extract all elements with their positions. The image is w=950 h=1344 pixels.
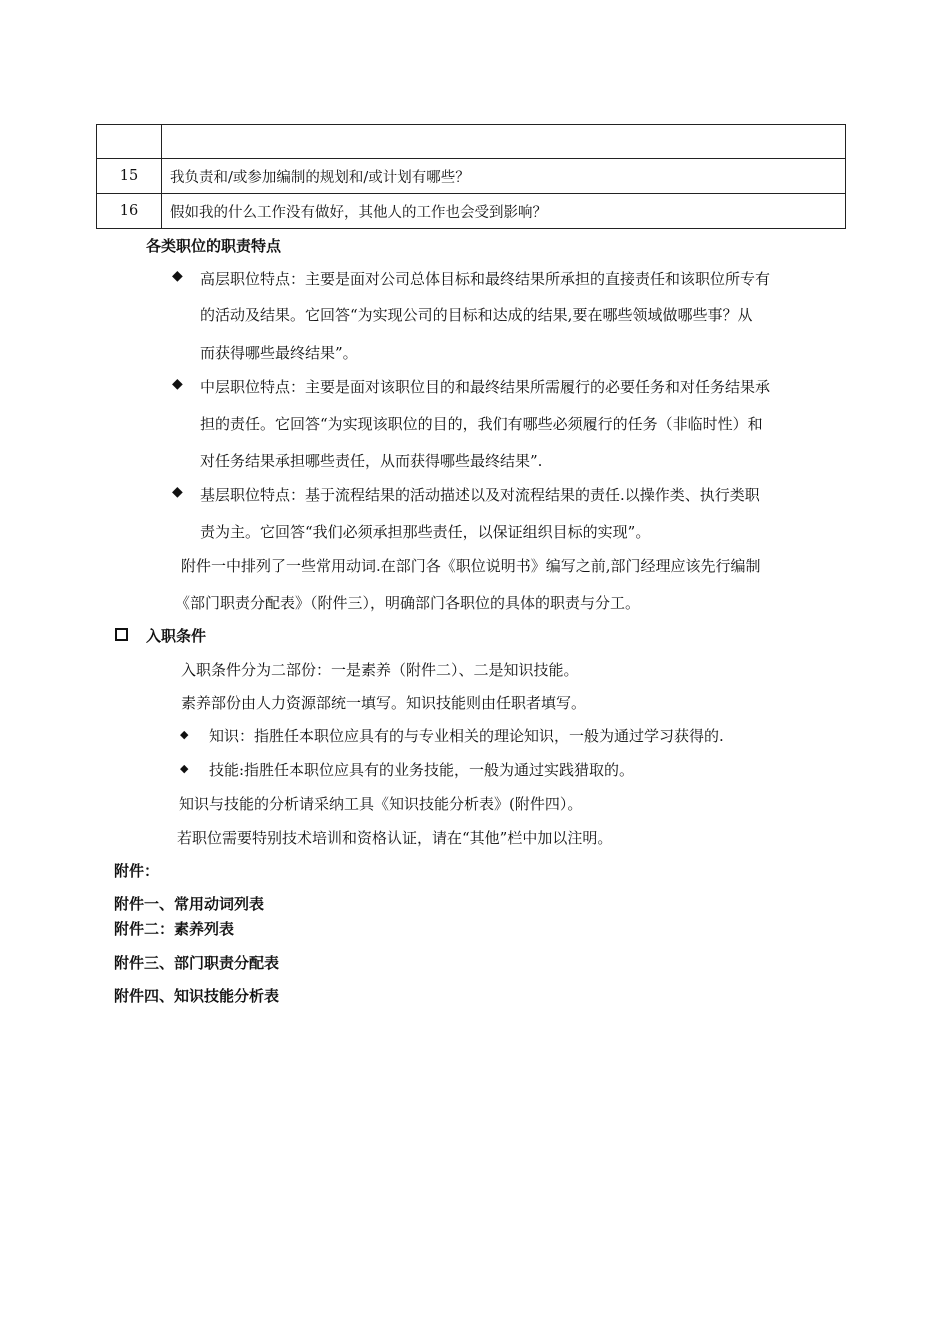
note-line: 附件一中排列了一些常用动词.在部门各《职位说明书》编写之前,部门经理应该先行编制: [181, 557, 761, 575]
row-question: 我负责和/或参加编制的规划和/或计划有哪些？: [162, 159, 846, 194]
diamond-bullet-icon: ◆: [172, 484, 183, 500]
appendix-item: 附件二：素养列表: [114, 920, 235, 938]
row-question: [162, 125, 846, 159]
duty-line: 而获得哪些最终结果”。: [200, 344, 358, 362]
table-row: [97, 159, 846, 194]
diamond-bullet-icon: ◆: [172, 268, 183, 284]
duty-line: 中层职位特点：主要是面对该职位目的和最终结果所需履行的必要任务和对任务结果承: [200, 378, 771, 396]
entry-line: 知识与技能的分析请采纳工具《知识技能分析表》(附件四）。: [179, 795, 583, 813]
row-question: 假如我的什么工作没有做好，其他人的工作也会受到影响？: [162, 194, 846, 229]
checkbox-square-icon: [115, 628, 128, 641]
row-number: [97, 125, 162, 159]
note-line: 《部门职责分配表》（附件三），明确部门各职位的具体的职责与分工。: [175, 594, 641, 612]
table-row: [97, 125, 846, 159]
row-number: 16: [97, 194, 162, 229]
row-number: 15: [97, 159, 162, 194]
duty-line: 对任务结果承担哪些责任，从而获得哪些最终结果”.: [200, 452, 543, 470]
duty-line: 基层职位特点：基于流程结果的活动描述以及对流程结果的责任.以操作类、执行类职: [200, 486, 760, 504]
diamond-bullet-icon: ◆: [180, 728, 189, 741]
entry-bullet: 知识：指胜任本职位应具有的与专业相关的理论知识，一般为通过学习获得的.: [209, 727, 724, 745]
section-heading-duties: 各类职位的职责特点: [146, 237, 282, 255]
entry-line: 素养部份由人力资源部统一填写。知识技能则由任职者填写。: [181, 694, 587, 712]
duty-line: 责为主。它回答“我们必须承担那些责任，以保证组织目标的实现”。: [200, 523, 651, 541]
entry-line: 若职位需要特别技术培训和资格认证，请在“其他”栏中加以注明。: [177, 829, 613, 847]
appendix-heading: 附件：: [114, 862, 160, 880]
diamond-bullet-icon: ◆: [180, 762, 189, 775]
appendix-item: 附件一、常用动词列表: [114, 895, 265, 913]
appendix-item: 附件三、部门职责分配表: [114, 954, 280, 972]
questions-table: [96, 124, 846, 229]
diamond-bullet-icon: ◆: [172, 376, 183, 392]
duty-line: 高层职位特点：主要是面对公司总体目标和最终结果所承担的直接责任和该职位所专有: [200, 270, 771, 288]
appendix-item: 附件四、知识技能分析表: [114, 987, 280, 1005]
entry-line: 入职条件分为二部份：一是素养（附件二）、二是知识技能。: [181, 661, 579, 679]
duty-line: 担的责任。它回答“为实现该职位的目的，我们有哪些必须履行的任务（非临时性）和: [200, 415, 763, 433]
duty-line: 的活动及结果。它回答“为实现公司的目标和达成的结果,要在哪些领域做哪些事？从: [200, 306, 753, 324]
entry-bullet: 技能:指胜任本职位应具有的业务技能，一般为通过实践猎取的。: [209, 761, 635, 779]
table-row: [97, 194, 846, 229]
section-heading-entry: 入职条件: [146, 627, 207, 645]
